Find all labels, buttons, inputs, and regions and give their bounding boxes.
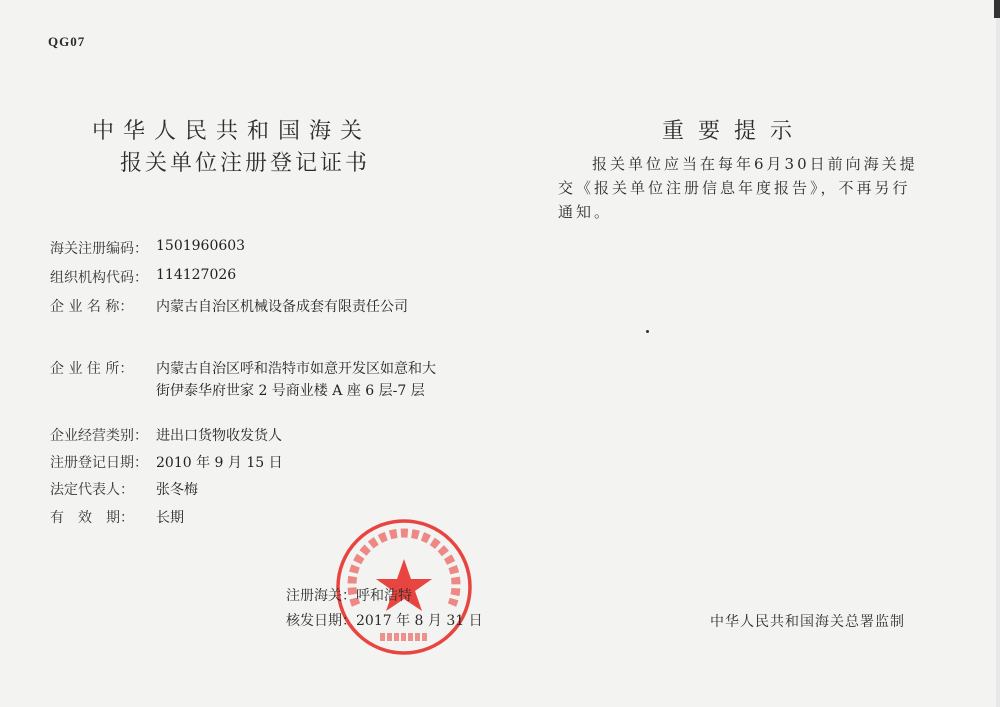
- field-company-name: [50, 296, 408, 316]
- page-edge: [996, 0, 1000, 707]
- field-address: [50, 358, 446, 402]
- field-label: 有 效 期：: [50, 510, 134, 526]
- field-label: 企 业 名 称：: [50, 299, 134, 315]
- field-value: 114127026: [156, 267, 237, 283]
- issuing-customs: [286, 585, 412, 605]
- notice-title: 重要提示: [662, 119, 807, 144]
- field-label: 组织机构代码：: [50, 270, 148, 286]
- field-customs-code: [50, 238, 245, 258]
- field-registration-date: [50, 452, 283, 472]
- speck: [646, 330, 649, 333]
- issuing-customs-value: 呼和浩特: [356, 588, 412, 604]
- notice-paragraph: 报关单位应当在每年6月30日前向海关提交《报关单位注册信息年度报告》，不再另行通知。: [558, 155, 918, 221]
- supervisor-note: 中华人民共和国海关总署监制: [710, 614, 905, 630]
- field-value: 2010 年 9 月 15 日: [156, 455, 283, 471]
- form-code: QG07: [48, 34, 86, 49]
- field-org-code: [50, 267, 236, 287]
- field-legal-rep: [50, 479, 198, 499]
- issue-date-value: 2017 年 8 月 31 日: [356, 613, 483, 629]
- field-value: 进出口货物收发货人: [156, 428, 282, 444]
- issue-date: [286, 610, 483, 630]
- field-business-type: [50, 425, 282, 445]
- field-label: 海关注册编码：: [50, 241, 148, 257]
- field-value: 长期: [156, 510, 184, 526]
- field-label: 注册登记日期：: [50, 455, 148, 471]
- issuing-customs-label: 注册海关：: [286, 588, 356, 604]
- field-value: 张冬梅: [156, 482, 198, 498]
- field-value: 1501960603: [156, 238, 246, 254]
- field-value: 内蒙古自治区呼和浩特市如意开发区如意和大街伊泰华府世家 2 号商业楼 A 座 6 层-7 层: [156, 361, 436, 399]
- notice-text: [558, 152, 928, 224]
- issue-date-label: 核发日期：: [286, 613, 356, 629]
- page-edge-mark: [994, 0, 1000, 18]
- field-value: 内蒙古自治区机械设备成套有限责任公司: [156, 299, 408, 315]
- field-label: 企 业 住 所：: [50, 361, 134, 377]
- certificate-title-line1: 中华人民共和国海关: [92, 119, 372, 144]
- field-label: 法定代表人：: [50, 482, 134, 498]
- field-validity: [50, 507, 184, 527]
- field-label: 企业经营类别：: [50, 428, 148, 444]
- certificate-title-line2: 报关单位注册登记证书: [120, 151, 371, 176]
